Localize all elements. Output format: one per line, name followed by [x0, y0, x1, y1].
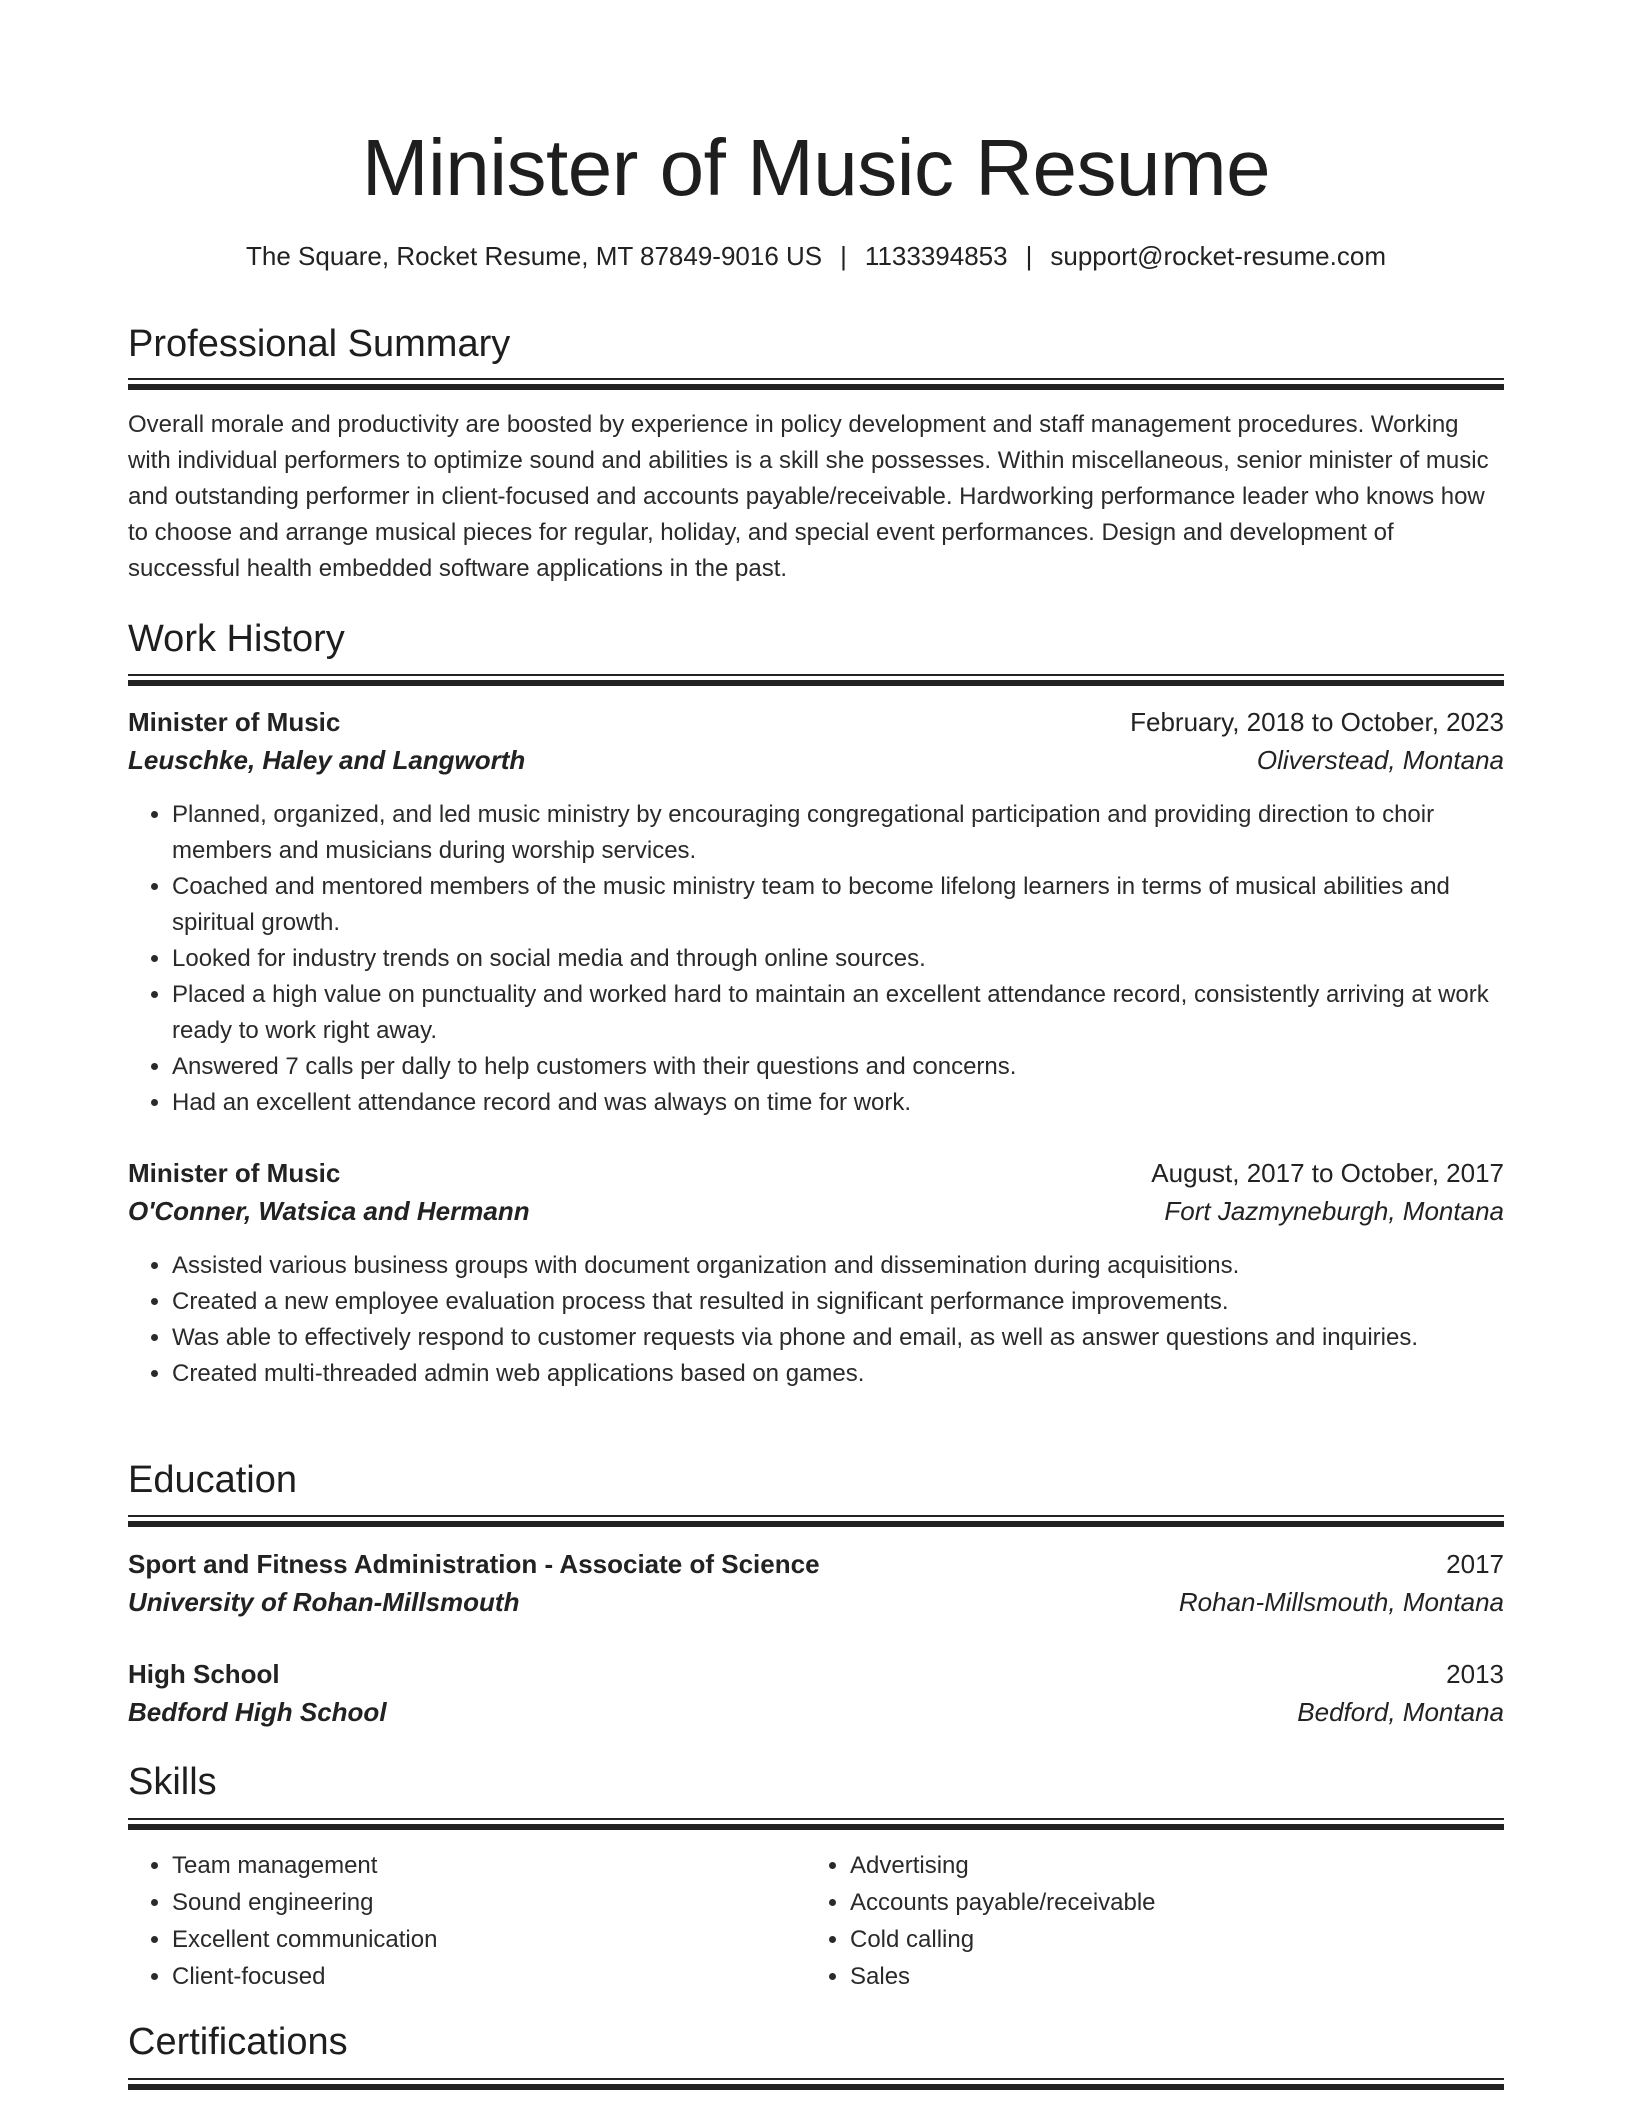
job-company: Leuschke, Haley and Langworth [128, 745, 526, 775]
job-dates: August, 2017 to October, 2017 [1151, 1158, 1504, 1188]
skills-list-right [806, 1847, 1446, 1995]
job-role: Minister of Music [128, 707, 341, 737]
list-item: • Created a new employee evaluation process that resulted in significant performance improvements. [172, 1284, 1504, 1320]
job-header [128, 704, 1504, 740]
section-divider [128, 2078, 1504, 2092]
list-item: • Team management [172, 1847, 768, 1884]
education-subheader [128, 1584, 1504, 1620]
job-subheader [128, 1193, 1504, 1229]
section-divider [128, 1818, 1504, 1832]
list-item: • Sound engineering [172, 1884, 768, 1921]
contact-address: The Square, Rocket Resume, MT 87849-9016 US [246, 241, 823, 271]
job-location: Fort Jazmyneburgh, Montana [1164, 1196, 1504, 1226]
resume-title: Minister of Music Resume [361, 123, 1271, 212]
list-item: • Accounts payable/receivable [850, 1884, 1446, 1921]
list-item: • Created multi-threaded admin web applications based on games. [172, 1356, 1504, 1392]
list-item: • Was able to effectively respond to customer requests via phone and email, as well as answer questions and inquiries. [172, 1320, 1504, 1356]
job-header [128, 1155, 1504, 1191]
education-school: University of Rohan-Millsmouth [128, 1587, 520, 1617]
list-item: • Assisted various business groups with document organization and dissemination during acquisitions. [172, 1248, 1504, 1284]
education-header [128, 1656, 1504, 1692]
education-year: 2017 [1446, 1549, 1504, 1579]
list-item: • Advertising [850, 1847, 1446, 1884]
list-item: • Looked for industry trends on social media and through online sources. [172, 941, 1504, 977]
section-title-summary: Professional Summary [128, 323, 511, 365]
skills-list-left [128, 1847, 768, 1995]
contact-separator: | [840, 241, 847, 271]
section-title-skills: Skills [128, 1761, 217, 1803]
job-role: Minister of Music [128, 1158, 341, 1188]
list-item: • Had an excellent attendance record and was always on time for work. [172, 1085, 1504, 1121]
contact-email: support@rocket-resume.com [1050, 241, 1386, 271]
section-title-work: Work History [128, 618, 345, 660]
list-item: • Placed a high value on punctuality and worked hard to maintain an excellent attendance record, consistently arriving at work ready to work right away. [172, 977, 1504, 1049]
list-item: • Answered 7 calls per dally to help customers with their questions and concerns. [172, 1049, 1504, 1085]
job-bullets [128, 797, 1504, 1121]
education-degree: High School [128, 1659, 280, 1689]
education-header [128, 1546, 1504, 1582]
list-item: • Client-focused [172, 1958, 768, 1995]
education-location: Bedford, Montana [1297, 1697, 1504, 1727]
contact-separator: | [1025, 241, 1033, 271]
list-item: • Planned, organized, and led music ministry by encouraging congregational participation and providing direction to choir members and musicians during worship services. [172, 797, 1504, 869]
education-degree: Sport and Fitness Administration - Associate of Science [128, 1549, 820, 1579]
job-dates: February, 2018 to October, 2023 [1130, 707, 1504, 737]
list-item: • Sales [850, 1958, 1446, 1995]
education-school: Bedford High School [128, 1697, 387, 1727]
job-subheader [128, 742, 1504, 778]
list-item: • Excellent communication [172, 1921, 768, 1958]
summary-text: Overall morale and productivity are boosted by experience in policy development and staff management procedures. Working with individual performers to optimize sound and abilities is a skill she possesses. Within miscellaneous, senior minister of music and outstanding performer in client-focused and accounts payable/receivable. Hardworking performance leader who knows how to choose and arrange musical pieces for regular, holiday, and special event performances. Design and development of successful health embedded software applications in the past. [128, 411, 1489, 582]
list-item: • Cold calling [850, 1921, 1446, 1958]
job-location: Oliverstead, Montana [1256, 745, 1504, 775]
education-subheader [128, 1694, 1504, 1730]
list-item: • Coached and mentored members of the music ministry team to become lifelong learners in terms of musical abilities and spiritual growth. [172, 869, 1504, 941]
section-title-education: Education [128, 1459, 298, 1501]
contact-line [128, 238, 1504, 274]
section-divider [128, 378, 1504, 392]
section-title-certifications: Certifications [128, 2021, 348, 2063]
job-company: O'Conner, Watsica and Hermann [128, 1196, 530, 1226]
education-location: Rohan-Millsmouth, Montana [1178, 1587, 1504, 1617]
job-bullets [128, 1248, 1504, 1392]
education-year: 2013 [1446, 1659, 1504, 1689]
section-divider [128, 1515, 1504, 1529]
contact-phone: 1133394853 [864, 241, 1008, 271]
section-divider [128, 674, 1504, 688]
